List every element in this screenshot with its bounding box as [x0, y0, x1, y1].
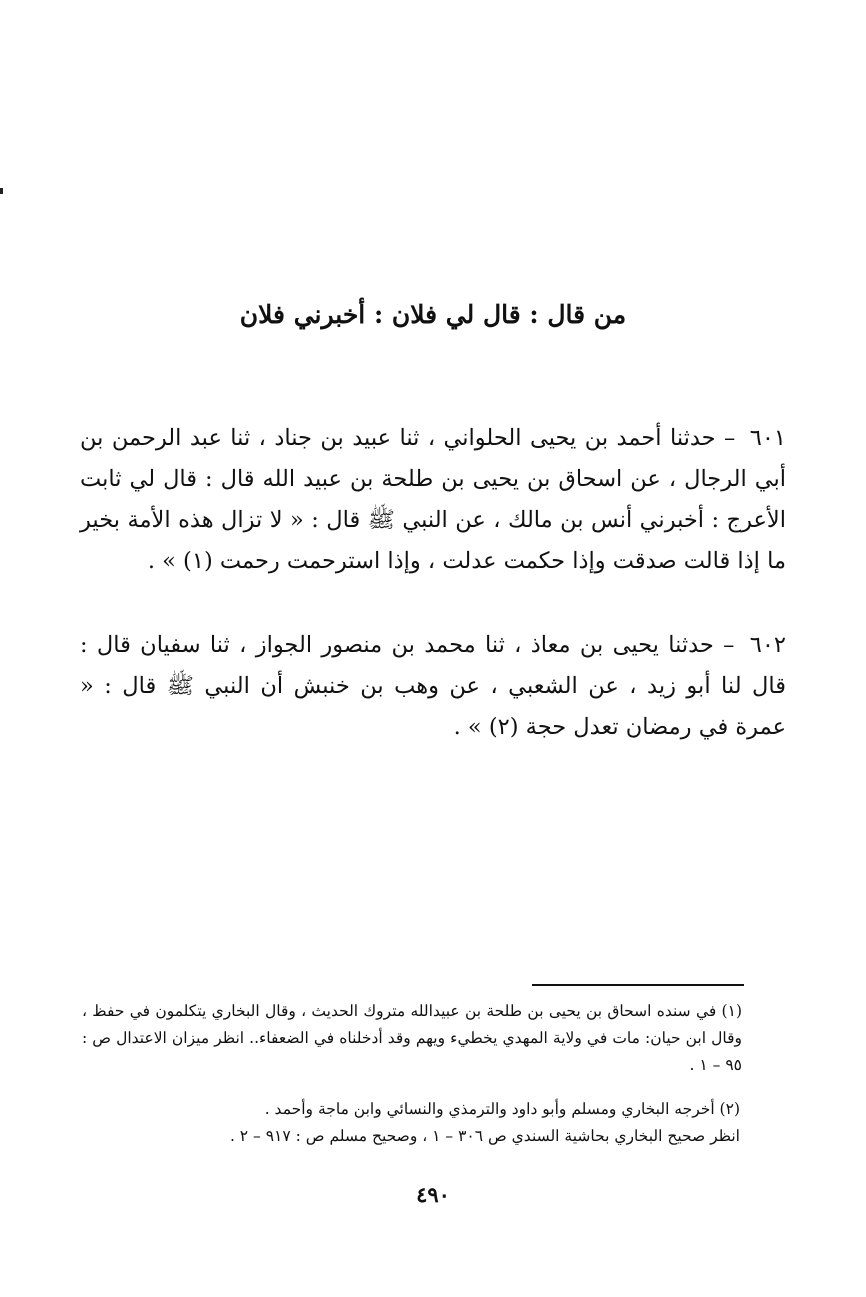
footnote-2	[110, 1096, 740, 1150]
hadith-number: ٦٠١	[749, 425, 787, 451]
hadith-text: – حدثنا أحمد بن يحيى الحلواني ، ثنا عبيد بن جناد ، ثنا عبد الرحمن بن أبي الرجال ، عن اسحاق بن يحيى بن طلحة بن عبيد الله قال : قال لي ثابت الأعرج : أخبرني أنس بن مالك ، عن النبي ﷺ قال : « لا تزال هذه الأمة بخير ما إذا قالت صدقت وإذا حكمت عدلت ، وإذا استرحمت رحمت (١) » .	[80, 425, 786, 574]
footnote-2-reference: انظر صحيح البخاري بحاشية السندي ص ٣٠٦ – ١ ، وصحيح مسلم ص : ٩١٧ – ٢ .	[229, 1127, 740, 1145]
footnote-2-text: (٢) أخرجه البخاري ومسلم وأبو داود والترمذي والنسائي وابن ماجة وأحمد .	[264, 1100, 740, 1118]
hadith-602	[80, 625, 786, 748]
hadith-601	[80, 418, 786, 582]
chapter-heading: من قال : قال لي فلان : أخبرني فلان	[239, 300, 627, 329]
page-number: ٤٩٠	[416, 1182, 450, 1207]
margin-mark	[0, 188, 3, 194]
hadith-text: – حدثنا يحيى بن معاذ ، ثنا محمد بن منصور الجواز ، ثنا سفيان قال : قال لنا أبو زيد ، عن الشعبي ، عن وهب بن خنبش أن النبي ﷺ قال : « عمرة في رمضان تعدل حجة (٢) » .	[80, 632, 786, 740]
footnote-1: (١) في سنده اسحاق بن يحيى بن طلحة بن عبيدالله متروك الحديث ، وقال البخاري يتكلمون في حفظ ، وقال ابن حيان: مات في ولاية المهدي يخطيء ويهم وقد أدخلناه في الضعفاء.. انظر ميزان الاعتدال ص : ٩٥ – ١ .	[82, 1002, 742, 1074]
hadith-number: ٦٠٢	[749, 632, 787, 658]
footnote-separator	[532, 984, 744, 986]
